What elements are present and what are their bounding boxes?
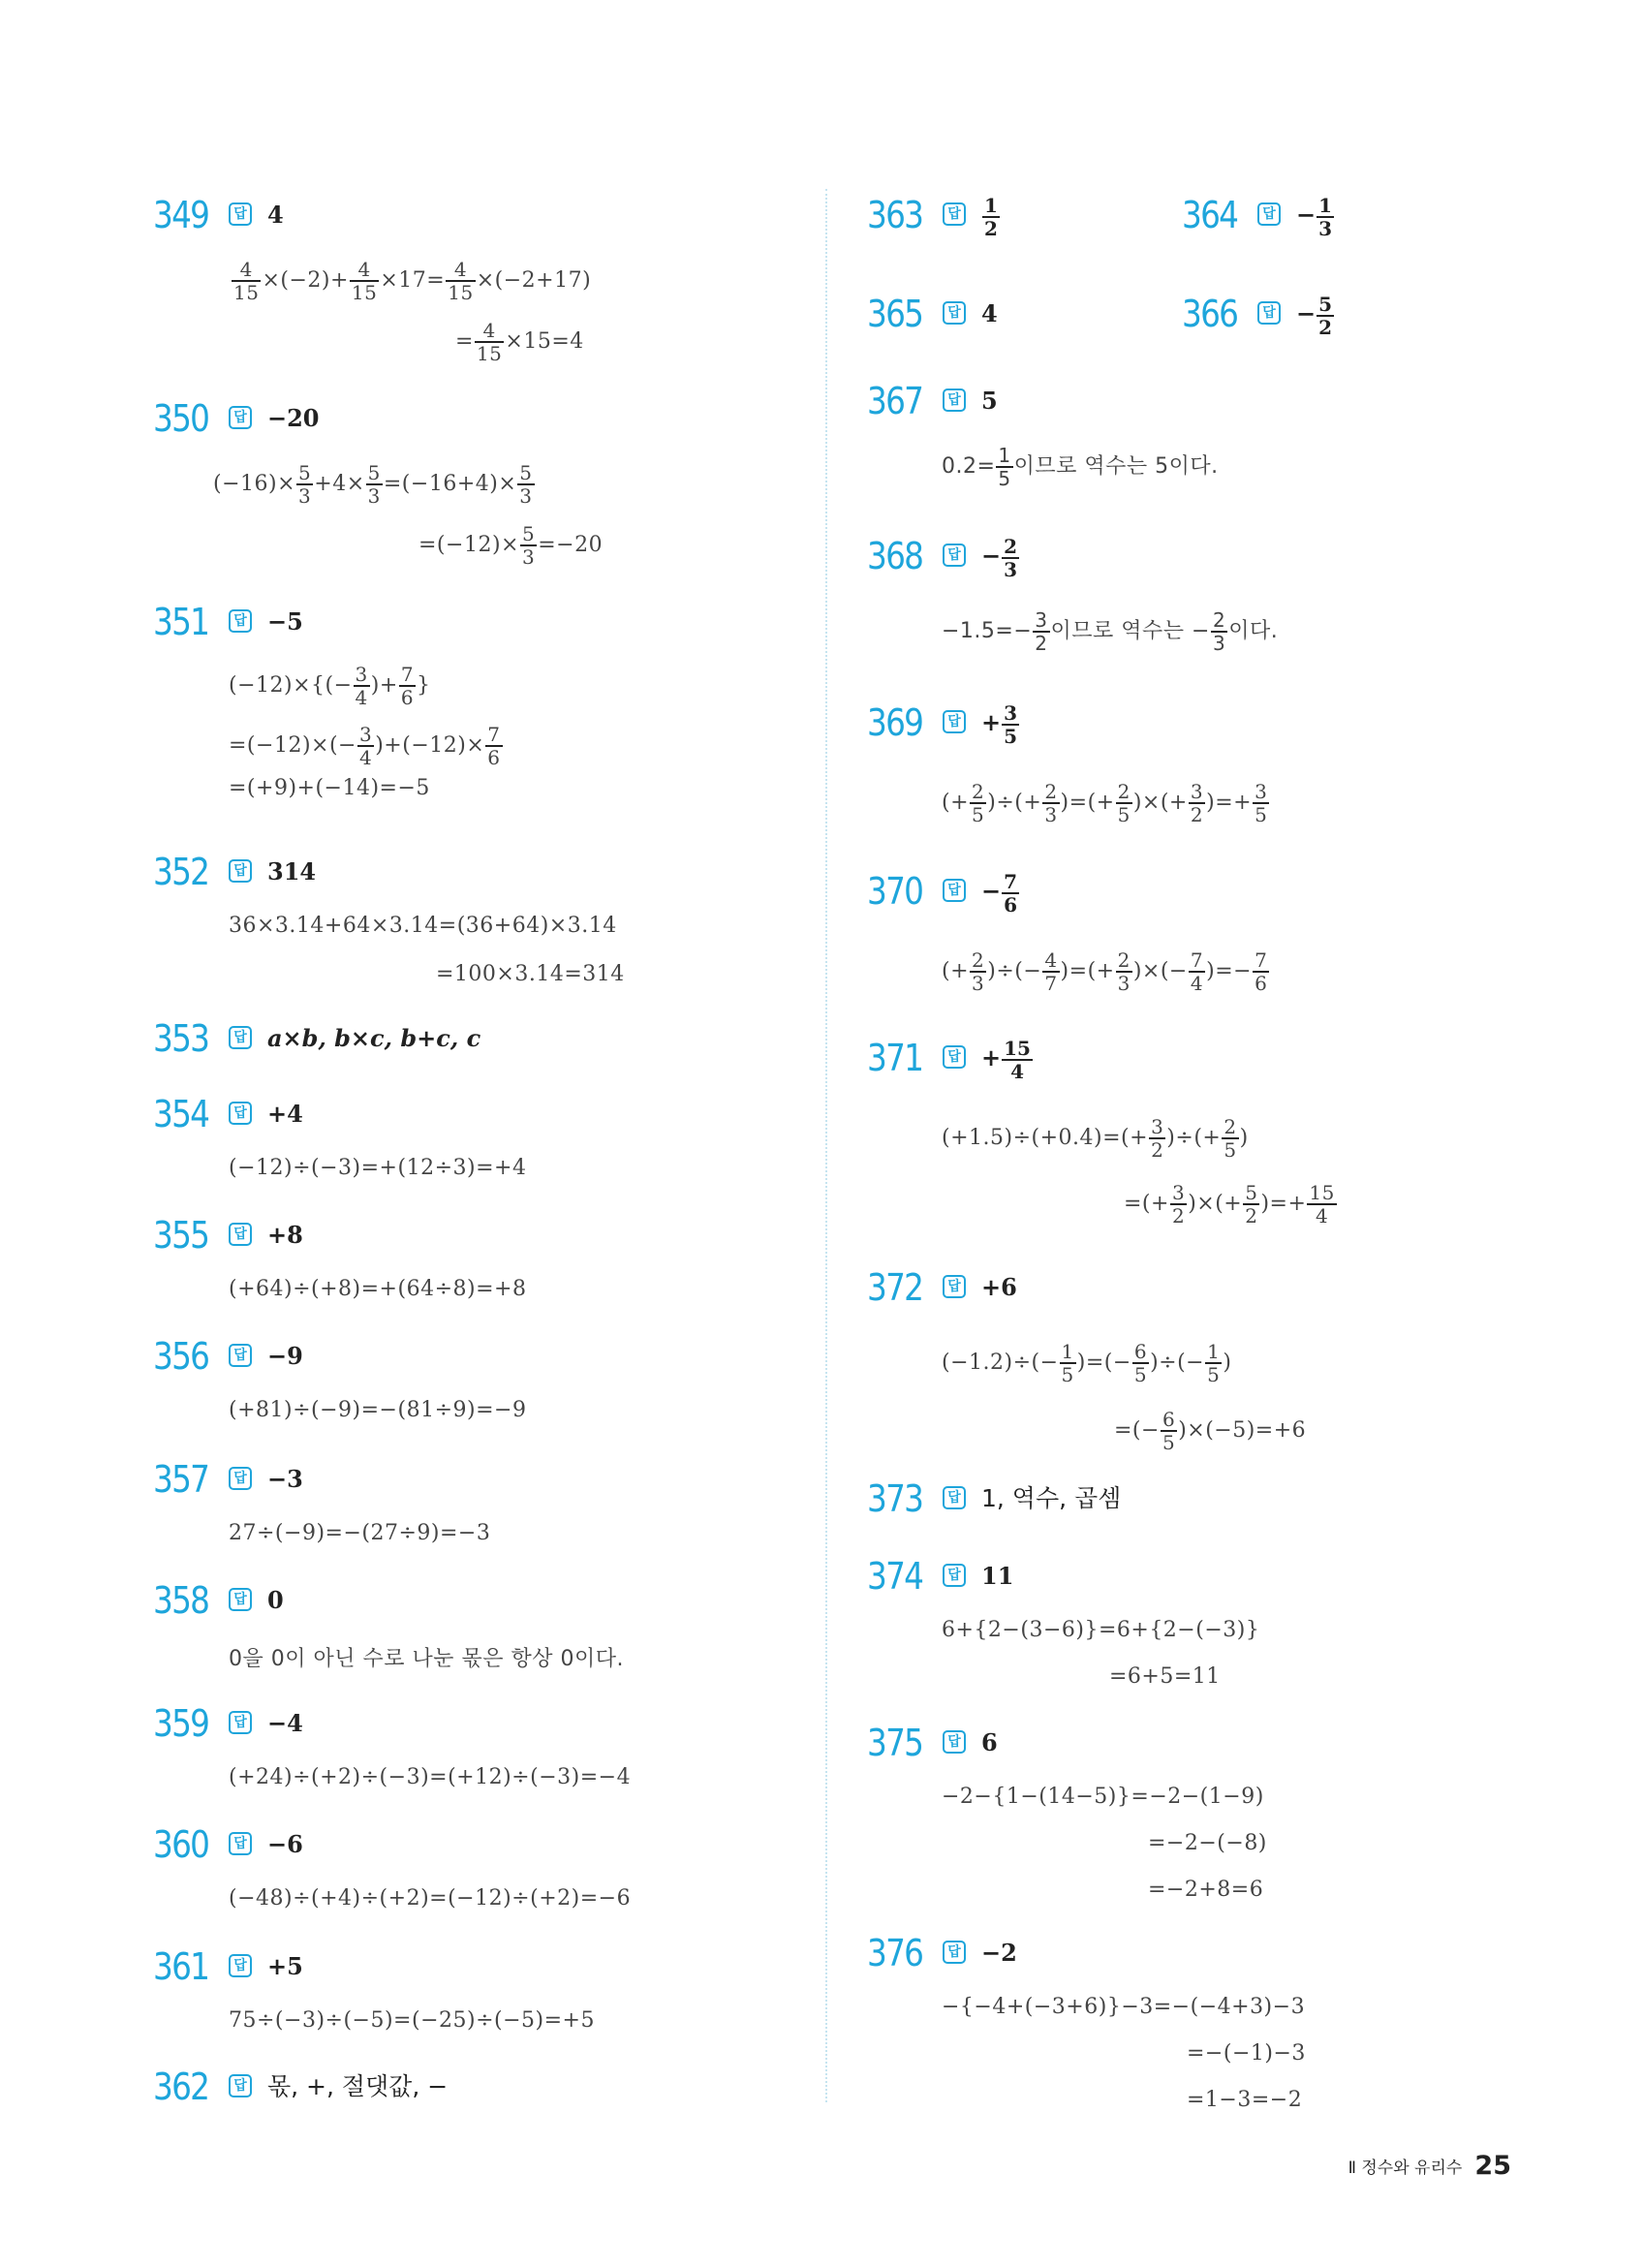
solution-line: =(+ $\frac{3}{2}$ )×(+ $\frac{5}{2}$ )=+ $\frac{15}{4}$ bbox=[1124, 1181, 1335, 1227]
answer-value: − $\frac{2}{3}$ bbox=[981, 534, 1018, 581]
problem-number: 366 bbox=[1182, 293, 1238, 335]
fraction: $\frac{1}{3}$ bbox=[1318, 193, 1333, 240]
fraction: $\frac{5}{3}$ bbox=[298, 461, 312, 508]
solution-line: (+24)÷(+2)÷(−3)=(+12)÷(−3)=−4 bbox=[229, 1765, 632, 1789]
answer-mark-icon: 답 bbox=[229, 202, 252, 226]
answer-mark-icon: 답 bbox=[229, 859, 252, 883]
solution-line: (−12)×{(− $\frac{3}{4}$ )+ $\frac{7}{6}$ } bbox=[229, 663, 431, 709]
answer-mark-icon: 답 bbox=[229, 1588, 252, 1611]
answer-value: −3 bbox=[267, 1465, 303, 1493]
fraction: $\frac{3}{2}$ bbox=[1190, 780, 1204, 826]
answer-value: 314 bbox=[267, 857, 317, 885]
answer-mark-icon: 답 bbox=[943, 1275, 966, 1298]
answer-value: 6 bbox=[981, 1728, 998, 1756]
fraction: $\frac{7}{6}$ bbox=[487, 723, 501, 769]
problem-number: 368 bbox=[867, 535, 923, 577]
problem-number: 352 bbox=[153, 851, 209, 893]
answer-value: 4 bbox=[267, 201, 284, 229]
answer-value: 11 bbox=[981, 1562, 1014, 1590]
answer-mark-icon: 답 bbox=[229, 1954, 252, 1977]
answer-mark-icon: 답 bbox=[229, 1711, 252, 1734]
solution-line: =(+9)+(−14)=−5 bbox=[229, 776, 430, 800]
answer-value: −20 bbox=[267, 404, 320, 432]
fraction: $\frac{2}{5}$ bbox=[1117, 780, 1131, 826]
answer-value: 4 bbox=[981, 299, 998, 327]
answer-mark-icon: 답 bbox=[229, 1467, 252, 1490]
problem-number: 365 bbox=[867, 293, 923, 335]
answer-value: −6 bbox=[267, 1830, 303, 1858]
answer-value: 0 bbox=[267, 1586, 284, 1614]
problem-number: 371 bbox=[867, 1037, 923, 1079]
problem-number: 358 bbox=[153, 1579, 209, 1622]
answer-value: a×b, b×c, b+c, c bbox=[267, 1024, 481, 1052]
solution-line: =(−12)× $\frac{5}{3}$ =−20 bbox=[418, 522, 604, 569]
answer-value: − $\frac{7}{6}$ bbox=[981, 869, 1018, 917]
problem-number: 353 bbox=[153, 1017, 209, 1060]
solution-line: 0.2= $\frac{1}{5}$ 이므로 역수는 5이다. bbox=[942, 444, 1219, 490]
fraction: $\frac{2}{3}$ bbox=[1212, 608, 1226, 655]
problem-number: 369 bbox=[867, 701, 923, 744]
answer-mark-icon: 답 bbox=[229, 609, 252, 633]
fraction: $\frac{3}{2}$ bbox=[1035, 608, 1048, 655]
answer-value bbox=[981, 192, 1001, 238]
answer-value: + $\frac{15}{4}$ bbox=[981, 1036, 1031, 1083]
problem-number: 359 bbox=[153, 1702, 209, 1745]
solution-line: =1−3=−2 bbox=[1187, 2088, 1303, 2112]
answer-mark-icon: 답 bbox=[229, 2074, 252, 2097]
fraction: $\frac{1}{2}$ bbox=[984, 193, 998, 240]
answer-mark-icon: 답 bbox=[943, 1730, 966, 1754]
answer-value: − $\frac{5}{2}$ bbox=[1296, 292, 1333, 339]
solution-line: (+64)÷(+8)=+(64÷8)=+8 bbox=[229, 1277, 527, 1301]
fraction: $\frac{7}{6}$ bbox=[1255, 948, 1268, 995]
solution-line: −2−{1−(14−5)}=−2−(1−9) bbox=[942, 1785, 1264, 1809]
fraction: $\frac{7}{6}$ bbox=[1004, 869, 1018, 917]
solution-line: (−16)× $\frac{5}{3}$ +4× $\frac{5}{3}$ =(−16+4)× $\frac{5}{3}$ bbox=[213, 461, 533, 508]
solution-line: =−2+8=6 bbox=[1148, 1878, 1264, 1902]
solution-line: = $\frac{4}{15}$ ×15=4 bbox=[455, 319, 584, 365]
answer-mark-icon: 답 bbox=[229, 406, 252, 429]
answer-mark-icon: 답 bbox=[943, 710, 966, 733]
fraction: $\frac{6}{5}$ bbox=[1133, 1340, 1148, 1386]
solution-line: =100×3.14=314 bbox=[436, 962, 625, 986]
problem-number: 354 bbox=[153, 1093, 209, 1135]
fraction: $\frac{2}{3}$ bbox=[1117, 948, 1131, 995]
problem-number: 355 bbox=[153, 1214, 209, 1257]
fraction: $\frac{5}{2}$ bbox=[1245, 1181, 1258, 1227]
fraction: $\frac{2}{3}$ bbox=[972, 948, 985, 995]
fraction: $\frac{2}{5}$ bbox=[1224, 1115, 1237, 1162]
problem-number: 375 bbox=[867, 1722, 923, 1764]
fraction: $\frac{5}{2}$ bbox=[1318, 292, 1333, 339]
problem-number: 372 bbox=[867, 1266, 923, 1309]
answer-mark-icon: 답 bbox=[943, 1045, 966, 1069]
chapter-title: Ⅱ 정수와 유리수 bbox=[1348, 2159, 1463, 2178]
answer-value: +8 bbox=[267, 1221, 303, 1249]
answer-value: −5 bbox=[267, 607, 303, 636]
fraction: $\frac{15}{4}$ bbox=[1004, 1036, 1031, 1083]
answer-mark-icon: 답 bbox=[1257, 202, 1281, 226]
problem-number: 356 bbox=[153, 1335, 209, 1378]
problem-number: 362 bbox=[153, 2066, 209, 2108]
fraction: $\frac{3}{4}$ bbox=[355, 663, 368, 709]
solution-line: (+1.5)÷(+0.4)=(+ $\frac{3}{2}$ )÷(+ $\frac{2}{5}$ ) bbox=[942, 1115, 1249, 1162]
fraction: $\frac{5}{3}$ bbox=[519, 461, 533, 508]
problem-number: 367 bbox=[867, 380, 923, 422]
problem-number: 351 bbox=[153, 601, 209, 643]
solution-line: =6+5=11 bbox=[1109, 1664, 1221, 1689]
fraction: $\frac{5}{3}$ bbox=[521, 522, 536, 569]
solution-line: =−2−(−8) bbox=[1148, 1831, 1267, 1855]
solution-line: −1.5=− $\frac{3}{2}$ 이므로 역수는 − $\frac{2}{3}$ 이다. bbox=[942, 608, 1279, 655]
solution-line: (+81)÷(−9)=−(81÷9)=−9 bbox=[229, 1398, 527, 1422]
answer-mark-icon: 답 bbox=[229, 1102, 252, 1125]
problem-number: 350 bbox=[153, 397, 209, 440]
answer-value: − $\frac{1}{3}$ bbox=[1296, 193, 1333, 240]
answer-mark-icon: 답 bbox=[943, 879, 966, 902]
answer-value: −9 bbox=[267, 1342, 303, 1370]
fraction: $\frac{2}{5}$ bbox=[972, 780, 985, 826]
solution-line: (−48)÷(+4)÷(+2)=(−12)÷(+2)=−6 bbox=[229, 1886, 632, 1911]
answer-value: +6 bbox=[981, 1273, 1017, 1301]
problem-number: 357 bbox=[153, 1458, 209, 1501]
answer-mark-icon: 답 bbox=[229, 1026, 252, 1049]
fraction: $\frac{15}{4}$ bbox=[1309, 1181, 1335, 1227]
answer-value: +5 bbox=[267, 1952, 303, 1980]
fraction: $\frac{4}{7}$ bbox=[1044, 948, 1058, 995]
fraction: $\frac{4}{15}$ bbox=[233, 258, 260, 304]
fraction: $\frac{4}{15}$ bbox=[448, 258, 474, 304]
solution-line: 6+{2−(3−6)}=6+{2−(−3)} bbox=[942, 1618, 1260, 1642]
answer-mark-icon: 답 bbox=[943, 1564, 966, 1587]
solution-line: $\frac{4}{15}$ ×(−2)+ $\frac{4}{15}$ ×17= $\frac{4}{15}$ ×(−2+17) bbox=[233, 258, 592, 304]
fraction: $\frac{2}{3}$ bbox=[1044, 780, 1058, 826]
answer-mark-icon: 답 bbox=[943, 544, 966, 567]
fraction: $\frac{3}{5}$ bbox=[1255, 780, 1268, 826]
fraction: $\frac{5}{3}$ bbox=[367, 461, 381, 508]
answer-mark-icon: 답 bbox=[943, 1941, 966, 1964]
fraction: $\frac{3}{2}$ bbox=[1171, 1181, 1186, 1227]
solution-line: 75÷(−3)÷(−5)=(−25)÷(−5)=+5 bbox=[229, 2008, 595, 2033]
page-number: 25 bbox=[1474, 2151, 1511, 2181]
fraction: $\frac{1}{5}$ bbox=[998, 444, 1011, 490]
answer-value: 1, 역수, 곱셈 bbox=[981, 1484, 1122, 1512]
fraction: $\frac{7}{6}$ bbox=[400, 663, 415, 709]
problem-number: 374 bbox=[867, 1555, 923, 1598]
problem-number: 364 bbox=[1182, 194, 1238, 236]
fraction: $\frac{1}{5}$ bbox=[1207, 1340, 1221, 1386]
fraction: $\frac{3}{5}$ bbox=[1004, 700, 1018, 748]
answer-mark-icon: 답 bbox=[229, 1344, 252, 1367]
solution-line: −{−4+(−3+6)}−3=−(−4+3)−3 bbox=[942, 1995, 1306, 2019]
solution-line: (−12)÷(−3)=+(12÷3)=+4 bbox=[229, 1156, 527, 1180]
answer-value: −2 bbox=[981, 1939, 1017, 1967]
fraction: $\frac{7}{4}$ bbox=[1190, 948, 1204, 995]
answer-mark-icon: 답 bbox=[229, 1832, 252, 1855]
solution-line: 27÷(−9)=−(27÷9)=−3 bbox=[229, 1521, 491, 1545]
fraction: $\frac{4}{15}$ bbox=[476, 319, 503, 365]
column-divider bbox=[825, 189, 827, 2102]
answer-value: 몫, +, 절댓값, − bbox=[267, 2072, 449, 2100]
problem-number: 349 bbox=[153, 194, 209, 236]
solution-line: =−(−1)−3 bbox=[1187, 2041, 1306, 2066]
fraction: $\frac{2}{3}$ bbox=[1004, 534, 1018, 581]
answer-mark-icon: 답 bbox=[943, 1486, 966, 1509]
solution-line: (−1.2)÷(− $\frac{1}{5}$ )=(− $\frac{6}{5}$ )÷(− $\frac{1}{5}$ ) bbox=[942, 1340, 1232, 1386]
problem-number: 376 bbox=[867, 1932, 923, 1974]
fraction: $\frac{3}{4}$ bbox=[358, 723, 373, 769]
problem-number: 363 bbox=[867, 194, 923, 236]
answer-mark-icon: 답 bbox=[1257, 301, 1281, 325]
solution-line: (+ $\frac{2}{3}$ )÷(− $\frac{4}{7}$ )=(+ $\frac{2}{3}$ )×(− $\frac{7}{4}$ )=− $\frac{7}{6}$ bbox=[942, 948, 1268, 995]
solution-line: =(− $\frac{6}{5}$ )×(−5)=+6 bbox=[1114, 1408, 1307, 1454]
solution-line: 36×3.14+64×3.14=(36+64)×3.14 bbox=[229, 914, 617, 938]
answer-mark-icon: 답 bbox=[943, 202, 966, 226]
fraction: $\frac{1}{5}$ bbox=[1061, 1340, 1074, 1386]
solution-line: (+ $\frac{2}{5}$ )÷(+ $\frac{2}{3}$ )=(+ $\frac{2}{5}$ )×(+ $\frac{3}{2}$ )=+ $\frac{3}{5}$ bbox=[942, 780, 1268, 826]
answer-mark-icon: 답 bbox=[943, 301, 966, 325]
solution-line: 0을 0이 아닌 수로 나눈 몫은 항상 0이다. bbox=[229, 1647, 624, 1671]
problem-number: 361 bbox=[153, 1945, 209, 1988]
answer-mark-icon: 답 bbox=[229, 1223, 252, 1246]
answer-value: + $\frac{3}{5}$ bbox=[981, 700, 1018, 748]
answer-value: 5 bbox=[981, 387, 998, 415]
answer-mark-icon: 답 bbox=[943, 388, 966, 412]
problem-number: 370 bbox=[867, 870, 923, 913]
problem-number: 360 bbox=[153, 1823, 209, 1866]
fraction: $\frac{3}{2}$ bbox=[1151, 1115, 1164, 1162]
answer-value: −4 bbox=[267, 1709, 303, 1737]
solution-line: =(−12)×(− $\frac{3}{4}$ )+(−12)× $\frac{7}{6}$ bbox=[229, 723, 501, 769]
problem-number: 373 bbox=[867, 1477, 923, 1520]
page-footer bbox=[1348, 2151, 1511, 2181]
answer-value: +4 bbox=[267, 1100, 303, 1128]
fraction: $\frac{6}{5}$ bbox=[1162, 1408, 1176, 1454]
fraction: $\frac{4}{15}$ bbox=[351, 258, 378, 304]
